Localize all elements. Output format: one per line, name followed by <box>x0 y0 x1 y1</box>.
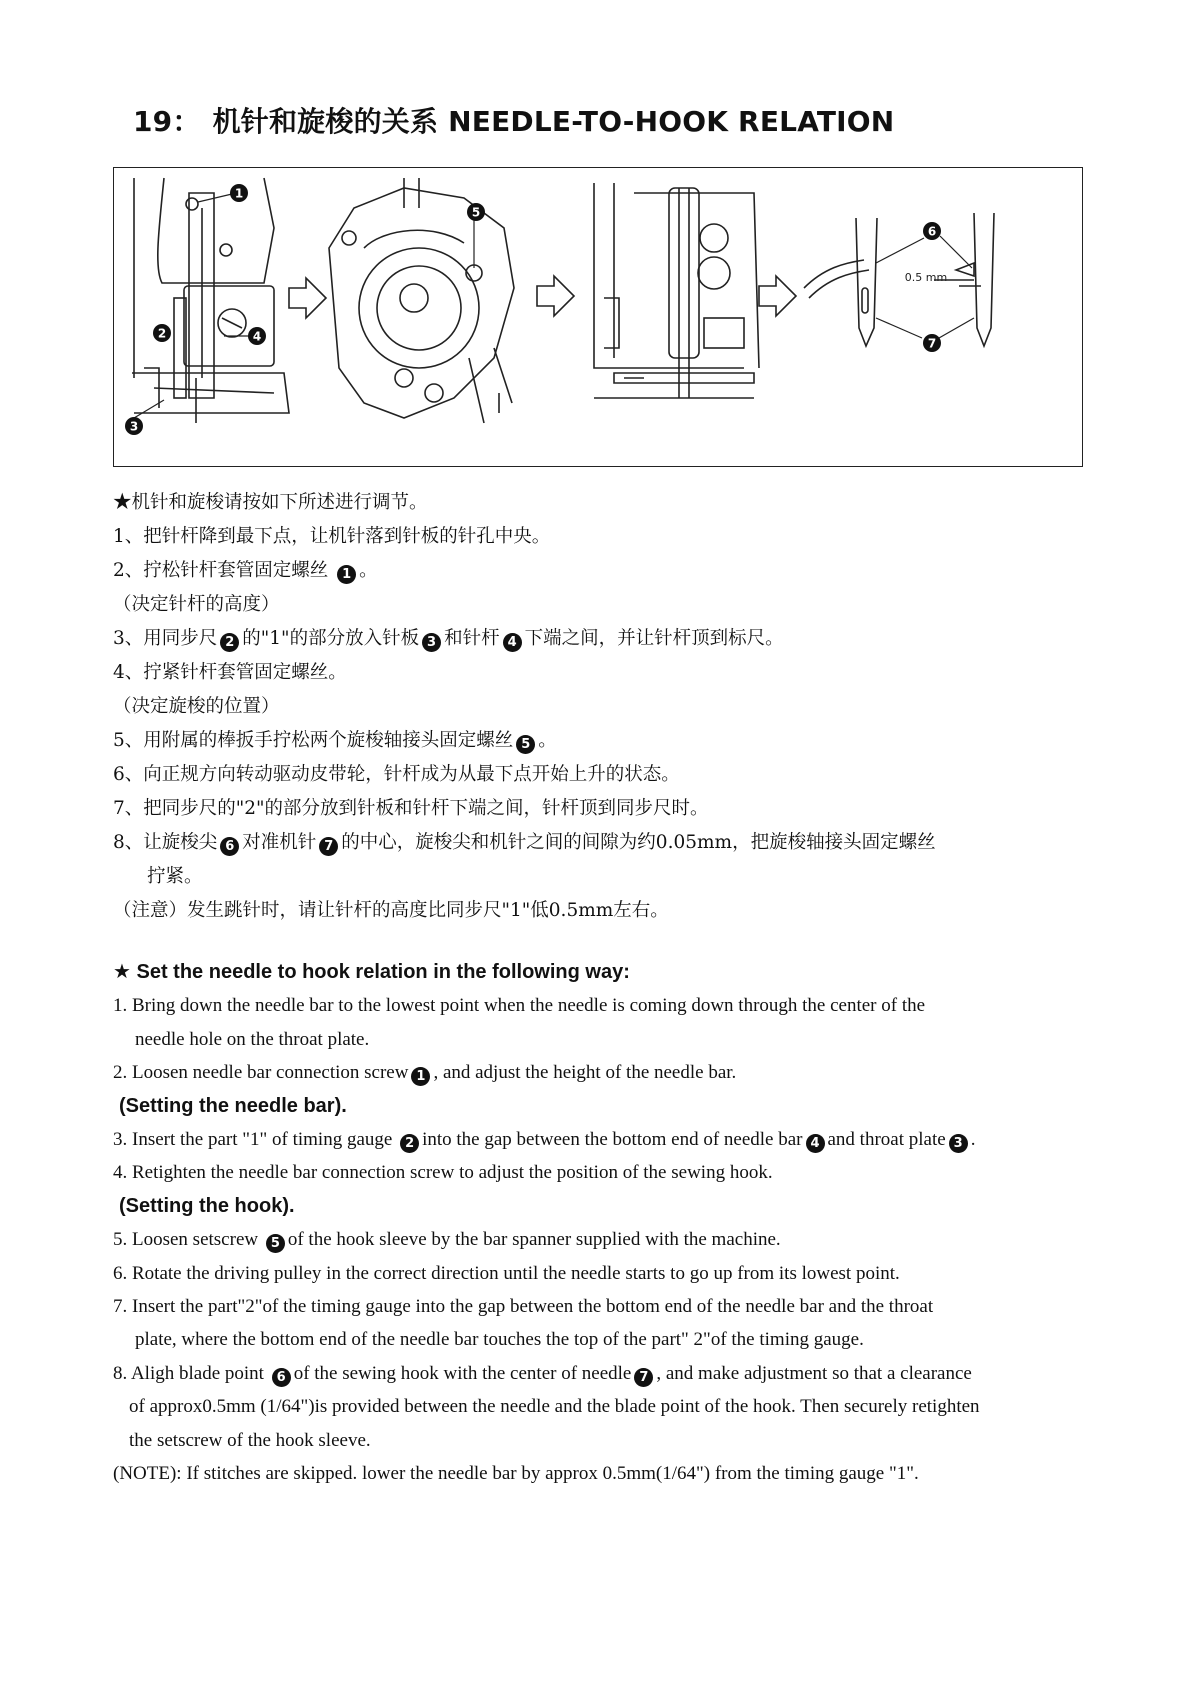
callout-2: 2 <box>400 1134 419 1153</box>
svg-text:3: 3 <box>129 419 139 434</box>
section-number: 19： <box>133 105 201 138</box>
en-step-2-a: 2. Loosen needle bar connection screw <box>113 1062 409 1084</box>
english-instructions <box>113 955 1103 1491</box>
callout-4: 4 <box>806 1134 825 1153</box>
en-step-3-d: . <box>970 1129 976 1151</box>
en-step-7: 7. Insert the part"2"of the timing gauge into the gap between the bottom end of the needle bar and the throat <box>113 1296 934 1318</box>
callout-6: 6 <box>272 1368 291 1387</box>
zh-step-1: 1、把针杆降到最下点，让机针落到针板的针孔中央。 <box>113 526 551 547</box>
en-step-8-c: , and make adjustment so that a clearance <box>656 1362 972 1384</box>
zh-step-4: 4、拧紧针杆套管固定螺丝。 <box>113 662 347 683</box>
sewing-head-illustration <box>132 178 289 423</box>
en-step-3 <box>113 1123 1103 1156</box>
en-step-8 <box>113 1357 1103 1390</box>
callout-1: 1 <box>337 565 356 584</box>
zh-step-3-c: 和针杆 <box>444 628 500 649</box>
en-step-8-a: 8. Aligh blade point <box>113 1362 264 1384</box>
star-icon: ★ <box>113 959 131 983</box>
zh-step-3-d: 下端之间，并让针杆顶到标尺。 <box>524 628 784 649</box>
en-note: (NOTE): If stitches are skipped. lower the needle bar by approx 0.5mm(1/64") from the timing gauge "1". <box>113 1463 919 1485</box>
en-heading-text: Set the needle to hook relation in the following way: <box>136 961 630 983</box>
zh-step-3 <box>113 622 1093 656</box>
needle-hook-diagram <box>114 168 1082 466</box>
chinese-instructions <box>113 486 1093 928</box>
en-step-3-c: and throat plate <box>827 1129 946 1151</box>
callout-6: 6 <box>220 837 239 856</box>
callout-1: 1 <box>411 1067 430 1086</box>
zh-step-6: 6、向正规方向转动驱动皮带轮，针杆成为从最下点开始上升的状态。 <box>113 764 680 785</box>
svg-text:5: 5 <box>471 205 481 220</box>
en-step-5-a: 5. Loosen setscrew <box>113 1229 259 1251</box>
zh-step-2-end: 。 <box>359 560 378 581</box>
en-step-1-cont: needle hole on the throat plate. <box>135 1028 370 1050</box>
callout-7: 7 <box>319 837 338 856</box>
zh-step-2-text: 2、拧松针杆套管固定螺丝 <box>113 560 329 581</box>
needle-bar-gauge-illustration <box>594 183 759 398</box>
zh-step-8-c: 的中心，旋梭尖和机针之间的间隙为约0.05mm，把旋梭轴接头固定螺丝 <box>341 832 936 853</box>
svg-text:4: 4 <box>252 329 262 344</box>
en-step-4: 4. Retighten the needle bar connection screw to adjust the position of the sewing hook. <box>113 1162 773 1184</box>
en-heading <box>113 955 1103 989</box>
zh-step-5 <box>113 724 1093 758</box>
callout-5: 5 <box>516 735 535 754</box>
arrow-right-icon <box>759 276 796 316</box>
needle-hook-clearance-illustration <box>804 213 994 346</box>
callout-2: 2 <box>220 633 239 652</box>
arrow-right-icon <box>289 278 326 318</box>
zh-step-3-a: 3、用同步尺 <box>113 628 218 649</box>
en-step-6: 6. Rotate the driving pulley in the correct direction until the needle starts to go up from its lowest point. <box>113 1262 900 1284</box>
en-step-2-b: , and adjust the height of the needle bar. <box>433 1062 737 1084</box>
arrow-right-icon <box>537 276 574 316</box>
zh-intro: ★机针和旋梭请按如下所述进行调节。 <box>113 492 428 513</box>
callout-5: 5 <box>266 1234 285 1253</box>
illustration-panel <box>113 167 1083 467</box>
zh-step-3-b: 的"1"的部分放入针板 <box>242 628 420 649</box>
en-subhead-needle-bar: (Setting the needle bar). <box>119 1094 347 1117</box>
clearance-label: 0.5 mm <box>904 271 948 284</box>
zh-step-7: 7、把同步尺的"2"的部分放到针板和针杆下端之间，针杆顶到同步尺时。 <box>113 798 709 819</box>
zh-step-8-b: 对准机针 <box>242 832 317 853</box>
rotary-hook-illustration <box>329 178 514 423</box>
en-step-2 <box>113 1056 1103 1089</box>
en-step-1: 1. Bring down the needle bar to the lowest point when the needle is coming down through the center of the <box>113 995 926 1017</box>
svg-text:1: 1 <box>234 186 244 201</box>
en-step-3-b: into the gap between the bottom end of needle bar <box>422 1129 803 1151</box>
zh-step-8 <box>113 826 1093 860</box>
en-step-5 <box>113 1223 1103 1256</box>
en-step-5-b: of the hook sleeve by the bar spanner supplied with the machine. <box>287 1229 781 1251</box>
en-step-8-cont-1: of approx0.5mm (1/64")is provided between the needle and the blade point of the hook. Then securely retighten <box>129 1396 980 1418</box>
en-step-3-a: 3. Insert the part "1" of timing gauge <box>113 1129 393 1151</box>
callout-markers <box>125 184 974 435</box>
section-title <box>133 100 894 140</box>
en-step-8-b: of the sewing hook with the center of needle <box>293 1362 632 1384</box>
callout-7: 7 <box>634 1368 653 1387</box>
zh-step-2 <box>113 554 1093 588</box>
zh-step-8-a: 8、让旋梭尖 <box>113 832 218 853</box>
zh-subhead-needle-bar: （决定针杆的高度） <box>113 594 280 615</box>
svg-text:2: 2 <box>157 326 167 341</box>
section-heading: 机针和旋梭的关系 NEEDLE-TO-HOOK RELATION <box>212 105 895 138</box>
zh-step-5-text: 5、用附属的棒扳手拧松两个旋梭轴接头固定螺丝 <box>113 730 514 751</box>
callout-3: 3 <box>949 1134 968 1153</box>
en-step-8-cont-2: the setscrew of the hook sleeve. <box>129 1429 371 1451</box>
callout-4: 4 <box>503 633 522 652</box>
zh-note: （注意）发生跳针时，请让针杆的高度比同步尺"1"低0.5mm左右。 <box>113 900 669 921</box>
en-subhead-hook: (Setting the hook). <box>119 1194 295 1217</box>
svg-text:6: 6 <box>927 224 937 239</box>
en-step-7-cont: plate, where the bottom end of the needle bar touches the top of the part" 2"of the timing gauge. <box>135 1329 864 1351</box>
svg-text:7: 7 <box>927 336 937 351</box>
zh-subhead-hook: （决定旋梭的位置） <box>113 696 280 717</box>
zh-step-5-end: 。 <box>538 730 557 751</box>
zh-step-8-cont: 拧紧。 <box>147 866 203 887</box>
callout-3: 3 <box>422 633 441 652</box>
